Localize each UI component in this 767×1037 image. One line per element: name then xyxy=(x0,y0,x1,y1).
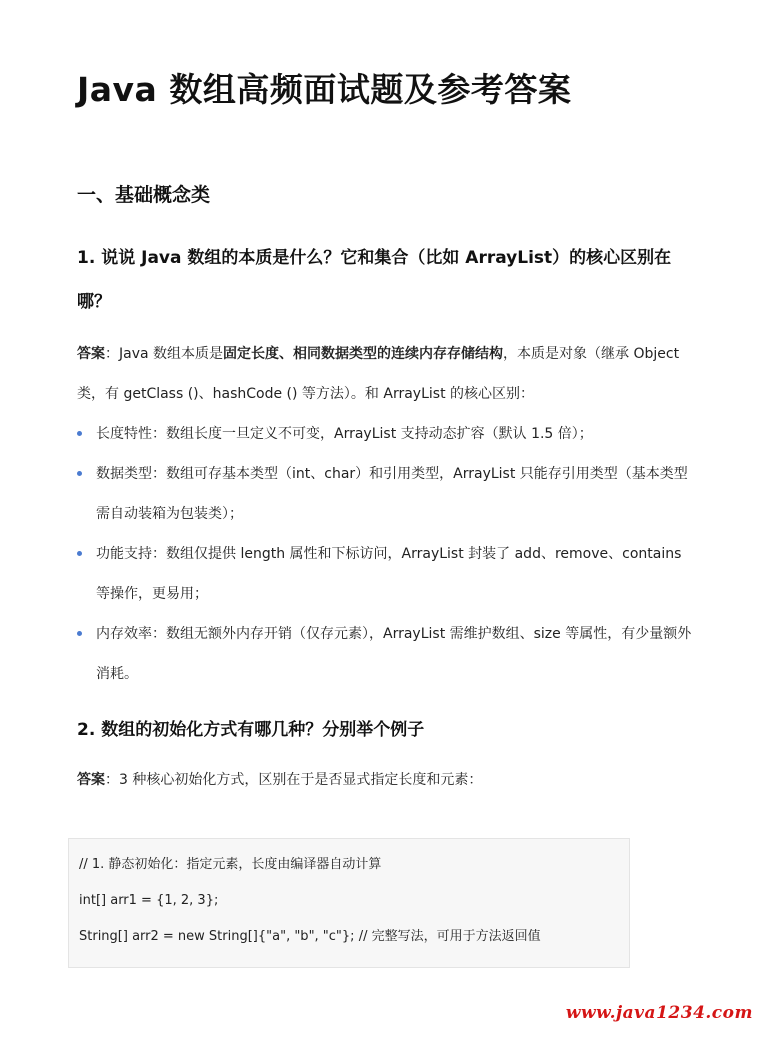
difference-item-features: 功能支持：数组仅提供 length 属性和下标访问，ArrayList 封装了 add、remove、contains 等操作，更易用； xyxy=(77,534,697,614)
section-title-basic-concepts: 一、基础概念类 xyxy=(77,184,211,206)
difference-item-length: 长度特性：数组长度一旦定义不可变，ArrayList 支持动态扩容（默认 1.5 倍）； xyxy=(77,414,697,454)
answer-1-intro: Java 数组本质是 xyxy=(119,346,224,362)
page-title: Java 数组高频面试题及参考答案 xyxy=(77,70,572,109)
difference-list xyxy=(77,414,697,694)
code-block xyxy=(68,838,630,968)
question-2-title: 2. 数组的初始化方式有哪几种？分别举个例子 xyxy=(77,720,425,740)
difference-item-data-type: 数据类型：数组可存基本类型（int、char）和引用类型，ArrayList 只能存引用类型（基本类型需自动装箱为包装类）； xyxy=(77,454,697,534)
answer-1-rest: ，本质是对象（继承 Object 类，有 getClass ()、hashCode () 等方法）。和 ArrayList 的核心区别： xyxy=(77,346,680,402)
answer-1-label: 答案 xyxy=(77,346,105,362)
code-line-int-array: int[] arr1 = {1, 2, 3}; xyxy=(79,893,219,908)
answer-2-separator: ： xyxy=(105,772,119,788)
code-line-comment: // 1. 静态初始化：指定元素，长度由编译器自动计算 xyxy=(79,857,382,872)
answer-2-label: 答案 xyxy=(77,772,105,788)
code-line-string-array: String[] arr2 = new String[]{"a", "b", "c"}; // 完整写法，可用于方法返回值 xyxy=(79,929,541,944)
question-1-title: 1. 说说 Java 数组的本质是什么？它和集合（比如 ArrayList）的核心区别在哪？ xyxy=(77,248,672,312)
answer-1-paragraph xyxy=(77,334,697,414)
watermark: www.java1234.com xyxy=(565,1003,753,1023)
answer-1-emphasis: 固定长度、相同数据类型的连续内存存储结构 xyxy=(223,346,504,362)
answer-2-text: 3 种核心初始化方式，区别在于是否显式指定长度和元素： xyxy=(119,772,483,788)
answer-1-separator: ： xyxy=(105,346,119,362)
difference-item-memory: 内存效率：数组无额外内存开销（仅存元素），ArrayList 需维护数组、size 等属性，有少量额外消耗。 xyxy=(77,614,697,694)
answer-2-paragraph xyxy=(77,760,697,800)
